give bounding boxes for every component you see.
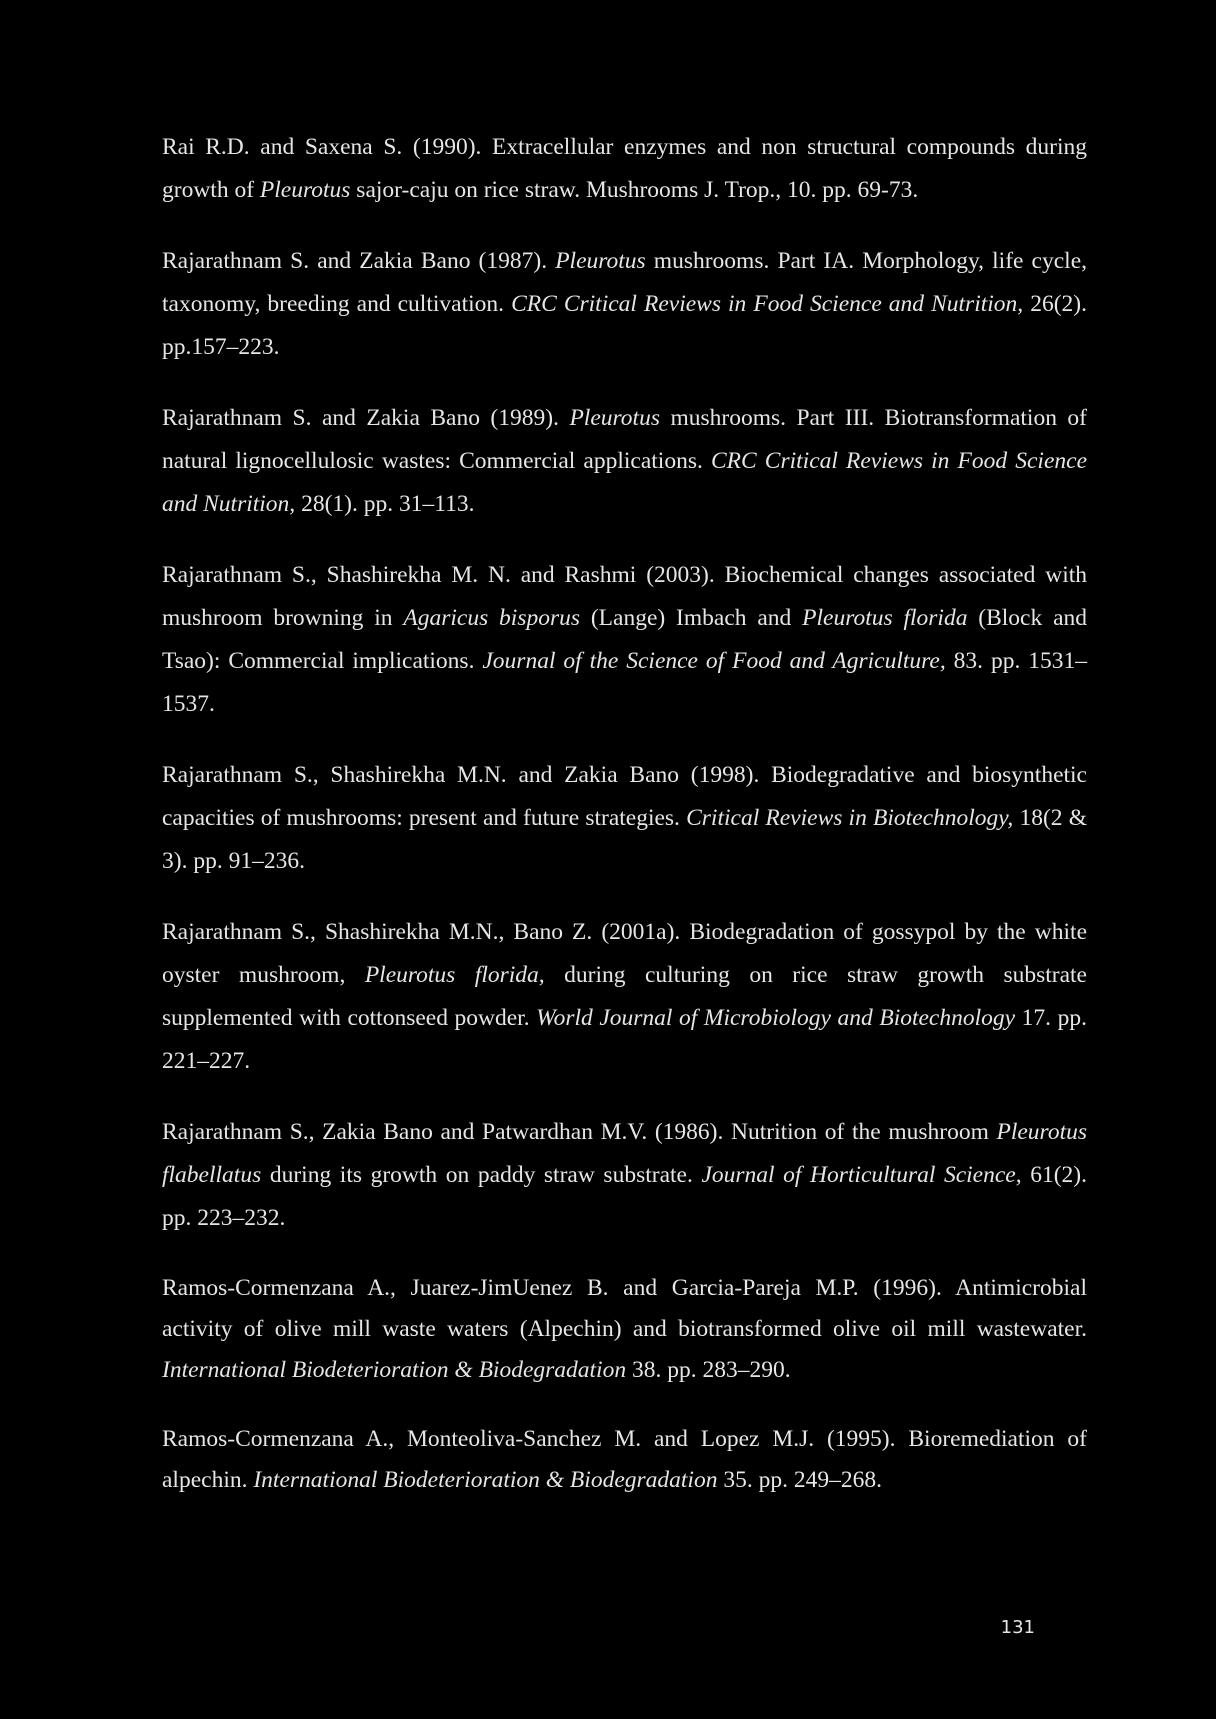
reference-text: Rajarathnam S. and Zakia Bano (1987). bbox=[162, 248, 556, 274]
reference-italic-text: Journal of Horticultural Science, bbox=[701, 1162, 1022, 1188]
reference-italic-text: Agaricus bisporus bbox=[403, 605, 581, 631]
reference-entry bbox=[162, 1111, 1087, 1240]
reference-entry bbox=[162, 554, 1087, 726]
page-number: 131 bbox=[1000, 1617, 1035, 1638]
reference-entry bbox=[162, 1268, 1087, 1391]
reference-text: 83. pp. 1531–1537. bbox=[162, 648, 1087, 717]
reference-text: 35. pp. 249–268. bbox=[717, 1467, 882, 1493]
reference-italic-text: International Biodeterioration & Biodegradation bbox=[253, 1467, 718, 1493]
reference-text: sajor-caju on rice straw. Mushrooms J. Trop., 10. pp. 69-73. bbox=[350, 177, 919, 203]
reference-text: Rajarathnam S., Shashirekha M. N. and Rashmi (2003). Biochemical changes associated with mushroom browning in bbox=[162, 562, 1087, 631]
reference-text: (Block and Tsao): Commercial implications. bbox=[162, 605, 1088, 674]
reference-text: Ramos-Cormenzana A., Juarez-JimUenez B. and Garcia-Pareja M.P. (1996). Antimicrobial activity of olive mill waste waters (Alpechin) and biotransformed olive oil mill wastewater. bbox=[162, 1275, 1087, 1342]
reference-text: Rajarathnam S., Zakia Bano and Patwardhan M.V. (1986). Nutrition of the mushroom bbox=[162, 1119, 997, 1145]
reference-text: 28(1). pp. 31–113. bbox=[295, 491, 475, 517]
reference-entry bbox=[162, 754, 1087, 883]
reference-text: 38. pp. 283–290. bbox=[626, 1357, 791, 1383]
reference-text: mushrooms. Part III. Biotransformation of natural lignocellulosic wastes: Commercial applications. bbox=[162, 405, 1088, 474]
reference-italic-text: Pleurotus florida, bbox=[364, 962, 545, 988]
reference-text: Rajarathnam S. and Zakia Bano (1989). bbox=[162, 405, 570, 431]
reference-italic-text: Journal of the Science of Food and Agriculture, bbox=[482, 648, 946, 674]
reference-text: Rajarathnam S., Shashirekha M.N., Bano Z. (2001a). Biodegradation of gossypol by the white oyster mushroom, bbox=[162, 919, 1087, 988]
reference-entry bbox=[162, 1419, 1087, 1501]
reference-entry bbox=[162, 397, 1087, 526]
reference-text: Ramos-Cormenzana A., Monteoliva-Sanchez M. and Lopez M.J. (1995). Bioremediation of alpechin. bbox=[162, 1426, 1087, 1493]
reference-italic-text: International Biodeterioration & Biodegradation bbox=[162, 1357, 627, 1383]
reference-italic-text: Pleurotus bbox=[259, 177, 351, 203]
reference-italic-text: CRC Critical Reviews in Food Science and Nutrition, bbox=[162, 448, 1088, 517]
reference-italic-text: Pleurotus flabellatus bbox=[162, 1119, 1087, 1188]
reference-italic-text: Critical Reviews in Biotechnology, bbox=[686, 805, 1014, 831]
reference-text: 18(2 & 3). pp. 91–236. bbox=[162, 805, 1088, 874]
reference-text: during culturing on rice straw growth substrate supplemented with cottonseed powder. bbox=[162, 962, 1087, 1031]
reference-list bbox=[162, 126, 1087, 1529]
reference-entry bbox=[162, 240, 1087, 369]
reference-italic-text: CRC Critical Reviews in Food Science and Nutrition, bbox=[511, 291, 1024, 317]
reference-entry bbox=[162, 911, 1087, 1083]
reference-entry bbox=[162, 126, 1087, 212]
reference-text: 26(2). pp.157–223. bbox=[162, 291, 1087, 360]
reference-text: Rai R.D. and Saxena S. (1990). Extracellular enzymes and non structural compounds during growth of bbox=[162, 134, 1087, 203]
reference-text: mushrooms. Part IA. Morphology, life cycle, taxonomy, breeding and cultivation. bbox=[162, 248, 1088, 317]
reference-text: 17. pp. 221–227. bbox=[162, 1005, 1087, 1074]
reference-italic-text: World Journal of Microbiology and Biotechnology bbox=[536, 1005, 1016, 1031]
reference-italic-text: Pleurotus bbox=[569, 405, 660, 431]
reference-text: (Lange) Imbach and bbox=[580, 605, 803, 631]
reference-italic-text: Pleurotus florida bbox=[802, 605, 968, 631]
reference-italic-text: Pleurotus bbox=[555, 248, 646, 274]
reference-text: Rajarathnam S., Shashirekha M.N. and Zakia Bano (1998). Biodegradative and biosynthetic capacities of mushrooms: present and future strategies. bbox=[162, 762, 1087, 831]
reference-text: 61(2). pp. 223–232. bbox=[162, 1162, 1087, 1231]
reference-text: during its growth on paddy straw substrate. bbox=[261, 1162, 702, 1188]
